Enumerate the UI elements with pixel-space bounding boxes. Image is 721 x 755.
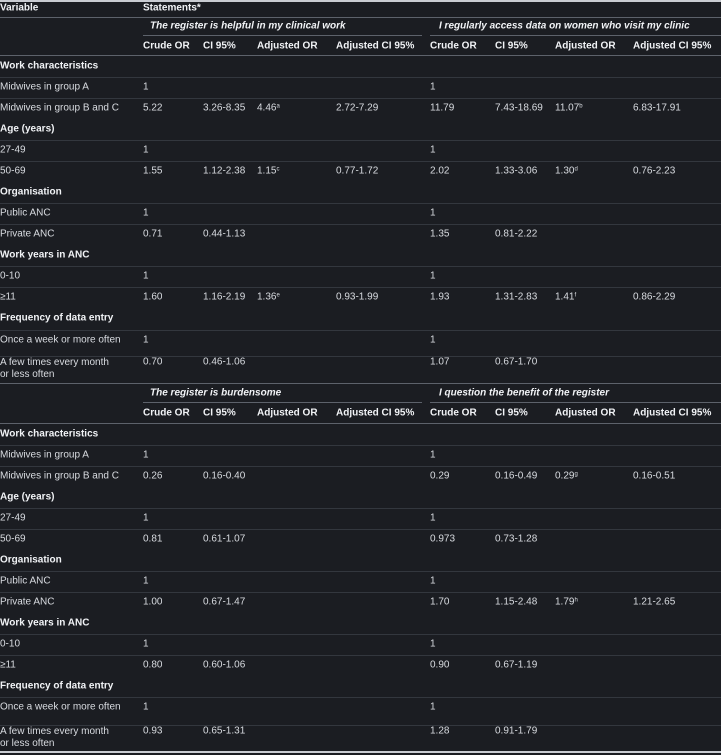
cell-value: 1.79 <box>555 596 575 608</box>
table-cell <box>143 102 162 114</box>
table-cell <box>143 575 149 587</box>
footnote-marker: h <box>574 597 578 604</box>
row-divider <box>0 697 721 698</box>
row-divider <box>0 330 721 331</box>
table-cell <box>203 470 245 482</box>
section-heading: Frequency of data entry <box>0 312 114 324</box>
row-divider <box>0 140 721 141</box>
row-label: Midwives in group B and C <box>0 102 119 114</box>
top-right-col-header: Adjusted OR <box>555 40 616 52</box>
row-label: Public ANC <box>0 207 51 219</box>
row-divider <box>0 266 721 267</box>
cell-value: 0.16-0.51 <box>633 470 676 482</box>
bottom-left-col-header: Adjusted OR <box>257 407 318 419</box>
row-label: 0-10 <box>0 638 21 650</box>
section-heading: Work years in ANC <box>0 249 90 261</box>
cell-value: 0.73-1.28 <box>495 533 538 545</box>
table-cell <box>430 638 436 650</box>
section-heading: Age (years) <box>0 491 55 503</box>
cell-value: 1 <box>143 575 149 587</box>
cell-value: 1 <box>143 334 149 346</box>
bottom-right-underline <box>430 402 721 403</box>
table-cell <box>430 207 436 219</box>
footnote-marker: a <box>276 103 280 110</box>
cell-value: 11.79 <box>430 102 455 114</box>
top-left-col-header: Adjusted CI 95% <box>336 40 415 52</box>
section-heading: Frequency of data entry <box>0 680 114 692</box>
row-label: Private ANC <box>0 596 55 608</box>
row-label: Midwives in group B and C <box>0 470 119 482</box>
table-cell <box>143 533 162 545</box>
table-cell <box>203 291 245 303</box>
cell-value: 1 <box>430 207 436 219</box>
top-right-col-header: Adjusted CI 95% <box>633 40 712 52</box>
top-left-col-header: Adjusted OR <box>257 40 318 52</box>
cell-value: 1.00 <box>143 596 163 608</box>
table-cell <box>495 659 537 671</box>
top-right-col-header: Crude OR <box>430 40 477 52</box>
bottom-left-underline <box>143 402 422 403</box>
table-cell <box>143 228 162 240</box>
table-cell <box>555 102 583 114</box>
cell-value: 1 <box>143 144 149 156</box>
cell-value: 1 <box>430 575 436 587</box>
cell-value: 1.33-3.06 <box>495 165 538 177</box>
top-left-statement: The register is helpful in my clinical work <box>150 20 346 32</box>
table-cell <box>143 291 162 303</box>
cell-value: 1 <box>430 270 436 282</box>
cell-value: 0.76-2.23 <box>633 165 676 177</box>
table-cell <box>430 701 436 713</box>
cell-value: 0.77-1.72 <box>336 165 379 177</box>
top-left-underline <box>143 35 422 36</box>
footnote-marker: c <box>276 166 280 173</box>
table-cell <box>430 512 436 524</box>
cell-value: 0.65-1.31 <box>203 725 246 737</box>
cell-value: 1 <box>143 638 149 650</box>
row-label: ≥11 <box>0 659 16 671</box>
cell-value: 5.22 <box>143 102 163 114</box>
cell-value: 1.21-2.65 <box>633 596 676 608</box>
row-divider <box>0 224 721 225</box>
table-cell <box>143 270 149 282</box>
footnote-marker: b <box>579 103 583 110</box>
bottom-left-col-header: Adjusted CI 95% <box>336 407 415 419</box>
bottom-right-col-header: Adjusted CI 95% <box>633 407 712 419</box>
cell-value: 1.15-2.48 <box>495 596 538 608</box>
row-divider <box>0 98 721 99</box>
table-cell <box>430 725 449 737</box>
table-cell <box>430 102 454 114</box>
row-label: ≥11 <box>0 291 16 303</box>
cell-value: 3.26-8.35 <box>203 102 246 114</box>
table-cell <box>555 291 576 303</box>
table-cell <box>257 291 280 303</box>
cell-value: 7.43-18.69 <box>495 102 543 114</box>
table-cell <box>430 81 436 93</box>
row-divider <box>0 445 721 446</box>
cell-value: 0.16-0.40 <box>203 470 246 482</box>
cell-value: 0.16-0.49 <box>495 470 538 482</box>
cell-value: 1.41 <box>555 291 575 303</box>
table-cell <box>143 470 162 482</box>
cell-value: 1.30 <box>555 165 575 177</box>
table-cell <box>143 659 162 671</box>
cell-value: 1 <box>430 701 436 713</box>
top-right-statement: I regularly access data on women who visit my clinic <box>439 20 690 32</box>
cell-value: 1.35 <box>430 228 450 240</box>
cell-value: 0.80 <box>143 659 163 671</box>
table-cell <box>430 659 449 671</box>
table-cell <box>203 596 245 608</box>
cell-value: 1.31-2.83 <box>495 291 538 303</box>
table-cell <box>495 165 537 177</box>
table-cell <box>430 596 449 608</box>
row-label: A few times every month or less often <box>0 726 109 749</box>
table-cell <box>143 638 149 650</box>
cell-value: 0.61-1.07 <box>203 533 246 545</box>
top-left-col-header: CI 95% <box>203 40 236 52</box>
table-cell <box>430 449 436 461</box>
variable-header: Variable <box>0 2 39 14</box>
row-label: Midwives in group A <box>0 81 89 93</box>
cell-value: 0.91-1.79 <box>495 725 538 737</box>
cell-value: 0.67-1.19 <box>495 659 538 671</box>
bottom-left-col-header: Crude OR <box>143 407 190 419</box>
row-label: 27-49 <box>0 512 26 524</box>
table-cell <box>495 596 537 608</box>
section-heading: Work characteristics <box>0 60 99 72</box>
bottom-left-col-header: CI 95% <box>203 407 236 419</box>
section-heading: Organisation <box>0 554 62 566</box>
table-cell <box>495 533 537 545</box>
cell-value: 1.60 <box>143 291 163 303</box>
table-cell <box>143 81 149 93</box>
table-cell <box>430 575 436 587</box>
table-cell <box>495 356 537 368</box>
table-cell <box>257 165 279 177</box>
table-cell <box>143 449 149 461</box>
row-divider <box>0 77 721 78</box>
cell-value: 1.93 <box>430 291 450 303</box>
cell-value: 0.93-1.99 <box>336 291 379 303</box>
cell-value: 2.72-7.29 <box>336 102 379 114</box>
cell-value: 1.12-2.38 <box>203 165 246 177</box>
top-right-underline <box>430 35 721 36</box>
top-left-col-header: Crude OR <box>143 40 190 52</box>
cell-value: 0.81-2.22 <box>495 228 538 240</box>
table-cell <box>495 228 537 240</box>
row-label: Once a week or more often <box>0 701 121 713</box>
table-cell <box>495 470 537 482</box>
cell-value: 0.71 <box>143 228 163 240</box>
row-divider <box>0 655 721 656</box>
table-cell <box>430 533 455 545</box>
table-cell <box>143 596 162 608</box>
row-divider <box>0 634 721 635</box>
table-cell <box>203 356 245 368</box>
table-cell <box>495 725 537 737</box>
row-label: 50-69 <box>0 165 26 177</box>
cell-value: 0.26 <box>143 470 163 482</box>
table-cell <box>430 228 449 240</box>
row-label: 27-49 <box>0 144 26 156</box>
cell-value: 1 <box>430 334 436 346</box>
row-label: 50-69 <box>0 533 26 545</box>
cell-value: 0.29 <box>555 470 575 482</box>
cell-value: 1 <box>430 449 436 461</box>
table-cell <box>203 102 245 114</box>
cell-value: 1 <box>143 449 149 461</box>
row-label: Once a week or more often <box>0 334 121 346</box>
table-cell <box>143 701 149 713</box>
cell-value: 0.81 <box>143 533 163 545</box>
table-cell <box>555 165 578 177</box>
top-right-col-header: CI 95% <box>495 40 528 52</box>
table-cell <box>203 228 245 240</box>
cell-value: 1.36 <box>257 291 277 303</box>
row-divider <box>0 592 721 593</box>
footnote-marker: e <box>276 292 280 299</box>
row-divider <box>0 287 721 288</box>
header-rule <box>0 17 721 18</box>
table-cell <box>203 725 245 737</box>
table-cell <box>495 291 537 303</box>
table-cell <box>143 144 149 156</box>
table-cell <box>430 356 449 368</box>
cell-value: 1 <box>143 512 149 524</box>
row-label: Public ANC <box>0 575 51 587</box>
cell-value: 1 <box>430 638 436 650</box>
cell-value: 1 <box>430 144 436 156</box>
cell-value: 11.07 <box>555 102 580 114</box>
bottom-right-col-header: Crude OR <box>430 407 477 419</box>
cell-value: 1.28 <box>430 725 450 737</box>
cell-value: 1.16-2.19 <box>203 291 246 303</box>
cell-value: 0.60-1.06 <box>203 659 246 671</box>
table-cell <box>143 334 149 346</box>
table-cell <box>203 533 245 545</box>
section-heading: Work years in ANC <box>0 617 90 629</box>
table-cell <box>555 470 578 482</box>
cell-value: 1 <box>430 81 436 93</box>
cell-value: 0.44-1.13 <box>203 228 246 240</box>
table-cell <box>143 725 162 737</box>
table-cell <box>430 334 436 346</box>
table-cell <box>143 512 149 524</box>
table-top-rule <box>0 0 721 2</box>
row-label: A few times every month or less often <box>0 357 109 380</box>
row-label: Midwives in group A <box>0 449 89 461</box>
cell-value: 0.93 <box>143 725 163 737</box>
table-cell <box>336 291 378 303</box>
footnote-marker: g <box>574 471 578 478</box>
statements-header: Statements* <box>143 2 201 14</box>
block-separator <box>0 383 721 384</box>
row-divider <box>0 529 721 530</box>
table-cell <box>633 596 675 608</box>
row-divider <box>0 161 721 162</box>
table-cell <box>495 102 543 114</box>
footnote-marker: d <box>574 166 578 173</box>
cell-value: 1.70 <box>430 596 450 608</box>
table-cell <box>633 470 675 482</box>
top-column-rule <box>0 55 721 56</box>
cell-value: 0.46-1.06 <box>203 356 246 368</box>
table-cell <box>203 659 245 671</box>
cell-value: 0.90 <box>430 659 450 671</box>
table-cell <box>430 470 449 482</box>
table-cell <box>430 291 449 303</box>
cell-value: 1 <box>143 207 149 219</box>
table-cell <box>257 102 280 114</box>
cell-value: 0.973 <box>430 533 456 545</box>
cell-value: 0.70 <box>143 356 163 368</box>
cell-value: 1 <box>143 81 149 93</box>
table-cell <box>633 165 675 177</box>
bottom-right-col-header: CI 95% <box>495 407 528 419</box>
bottom-right-statement: I question the benefit of the register <box>439 387 610 399</box>
table-cell <box>430 144 436 156</box>
cell-value: 0.86-2.29 <box>633 291 676 303</box>
table-cell <box>143 165 162 177</box>
table-cell <box>203 165 245 177</box>
section-heading: Organisation <box>0 186 62 198</box>
cell-value: 1 <box>143 701 149 713</box>
table-cell <box>336 102 378 114</box>
cell-value: 2.02 <box>430 165 450 177</box>
cell-value: 0.29 <box>430 470 450 482</box>
row-label: Private ANC <box>0 228 55 240</box>
row-divider <box>0 466 721 467</box>
cell-value: 1.15 <box>257 165 277 177</box>
bottom-left-statement: The register is burdensome <box>150 387 282 399</box>
table-cell <box>430 270 436 282</box>
cell-value: 0.67-1.70 <box>495 356 538 368</box>
cell-value: 1 <box>143 270 149 282</box>
footnote-marker: f <box>574 292 577 299</box>
table-cell <box>143 207 149 219</box>
cell-value: 6.83-17.91 <box>633 102 681 114</box>
cell-value: 4.46 <box>257 102 277 114</box>
cell-value: 1.55 <box>143 165 163 177</box>
row-divider <box>0 508 721 509</box>
section-heading: Work characteristics <box>0 428 99 440</box>
table-cell <box>430 165 449 177</box>
bottom-right-col-header: Adjusted OR <box>555 407 616 419</box>
row-label: 0-10 <box>0 270 21 282</box>
cell-value: 0.67-1.47 <box>203 596 246 608</box>
table-cell <box>633 291 675 303</box>
table-cell <box>143 356 162 368</box>
row-divider <box>0 571 721 572</box>
cell-value: 1.07 <box>430 356 450 368</box>
table-bottom-rule <box>0 751 721 753</box>
table-cell <box>555 596 578 608</box>
bottom-column-rule <box>0 423 721 424</box>
cell-value: 1 <box>430 512 436 524</box>
table-cell <box>336 165 378 177</box>
table-cell <box>633 102 681 114</box>
section-heading: Age (years) <box>0 123 55 135</box>
row-divider <box>0 203 721 204</box>
